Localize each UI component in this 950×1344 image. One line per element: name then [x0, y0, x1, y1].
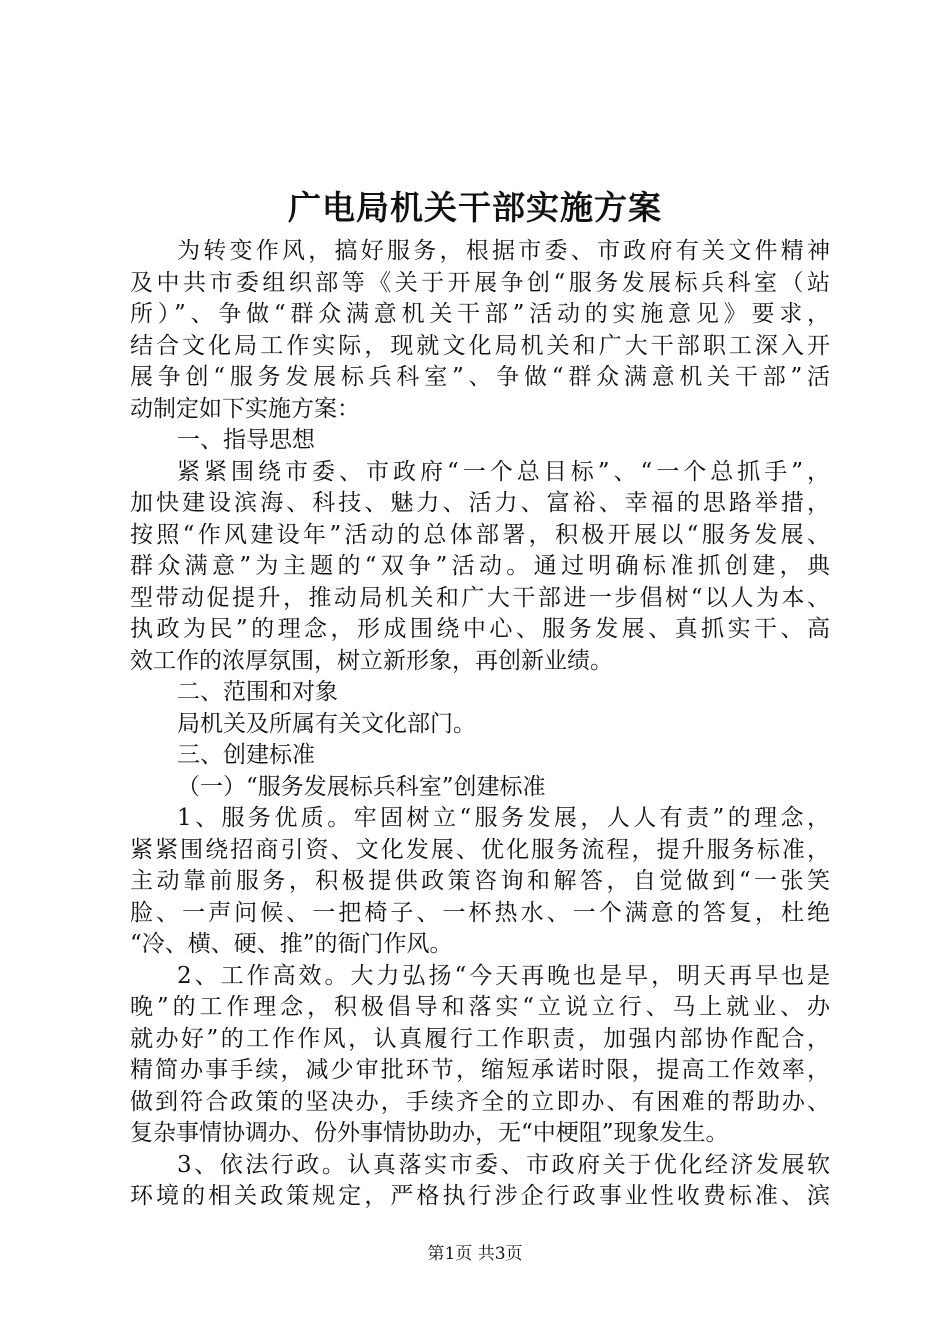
body-line: 2、工作高效。大力弘扬“今天再晚也是早，明天再早也是 [177, 962, 830, 989]
body-line: 局机关及所属有关文化部门。 [177, 710, 476, 737]
body-line: 执政为民”的理念，形成围绕中心、服务发展、真抓实干、高 [130, 616, 830, 642]
body-line: 群众满意”为主题的“双争”活动。通过明确标准抓创建，典 [130, 553, 830, 579]
body-line: 二、范围和对象 [177, 679, 338, 705]
body-line: 效工作的浓厚氛围，树立新形象，再创新业绩。 [130, 647, 613, 674]
body-line: 所）”、争做“群众满意机关干部”活动的实施意见》要求， [130, 301, 830, 327]
body-line: 型带动促提升，推动局机关和广大干部进一步倡树“以人为本、 [130, 584, 830, 611]
document-body [130, 236, 830, 1213]
body-line: 为转变作风，搞好服务，根据市委、市政府有关文件精神 [177, 238, 830, 264]
body-line: 精简办事手续，减少审批环节，缩短承诺时限，提高工作效率， [130, 1057, 830, 1083]
body-line: （一）“服务发展标兵科室”创建标准 [177, 773, 546, 800]
body-line: 环境的相关政策规定，严格执行涉企行政事业性收费标准、滨 [130, 1183, 830, 1209]
body-line: 3、依法行政。认真落实市委、市政府关于优化经济发展软 [177, 1151, 830, 1178]
body-line: 按照“作风建设年”活动的总体部署，积极开展以“服务发展、 [130, 521, 830, 548]
body-line: 主动靠前服务，积极提供政策咨询和解答，自觉做到“一张笑 [130, 868, 830, 894]
body-line: 1、服务优质。牢固树立“服务发展，人人有责”的理念， [177, 805, 830, 831]
body-line: 紧紧围绕市委、市政府“一个总目标”、“一个总抓手”， [177, 458, 830, 485]
page-footer: 第1页 共3页 [427, 1244, 523, 1264]
body-line: 做到符合政策的坚决办，手续齐全的立即办、有困难的帮助办、 [130, 1088, 830, 1115]
body-line: 结合文化局工作实际，现就文化局机关和广大干部职工深入开 [130, 332, 830, 359]
body-line: 加快建设滨海、科技、魅力、活力、富裕、幸福的思路举措， [130, 490, 830, 516]
body-line: 展争创“服务发展标兵科室”、争做“群众满意机关干部”活 [130, 364, 830, 390]
body-line: 一、指导思想 [177, 427, 315, 453]
body-line: 就办好”的工作作风，认真履行工作职责，加强内部协作配合， [130, 1025, 830, 1052]
document-title: 广电局机关干部实施方案 [288, 188, 662, 227]
body-line: 三、创建标准 [177, 742, 315, 768]
body-line: 复杂事情协调办、份外事情协助办，无“中梗阻”现象发生。 [130, 1120, 729, 1146]
body-line: 晚”的工作理念，积极倡导和落实“立说立行、马上就业、办 [130, 994, 830, 1020]
body-line: 及中共市委组织部等《关于开展争创“服务发展标兵科室（站 [130, 269, 830, 296]
body-line: 动制定如下实施方案： [130, 395, 360, 422]
body-line: “冷、横、硬、推”的衙门作风。 [130, 931, 453, 957]
body-line: 紧紧围绕招商引资、文化发展、优化服务流程，提升服务标准， [130, 836, 830, 863]
body-line: 脸、一声问候、一把椅子、一杯热水、一个满意的答复，杜绝 [130, 899, 830, 926]
